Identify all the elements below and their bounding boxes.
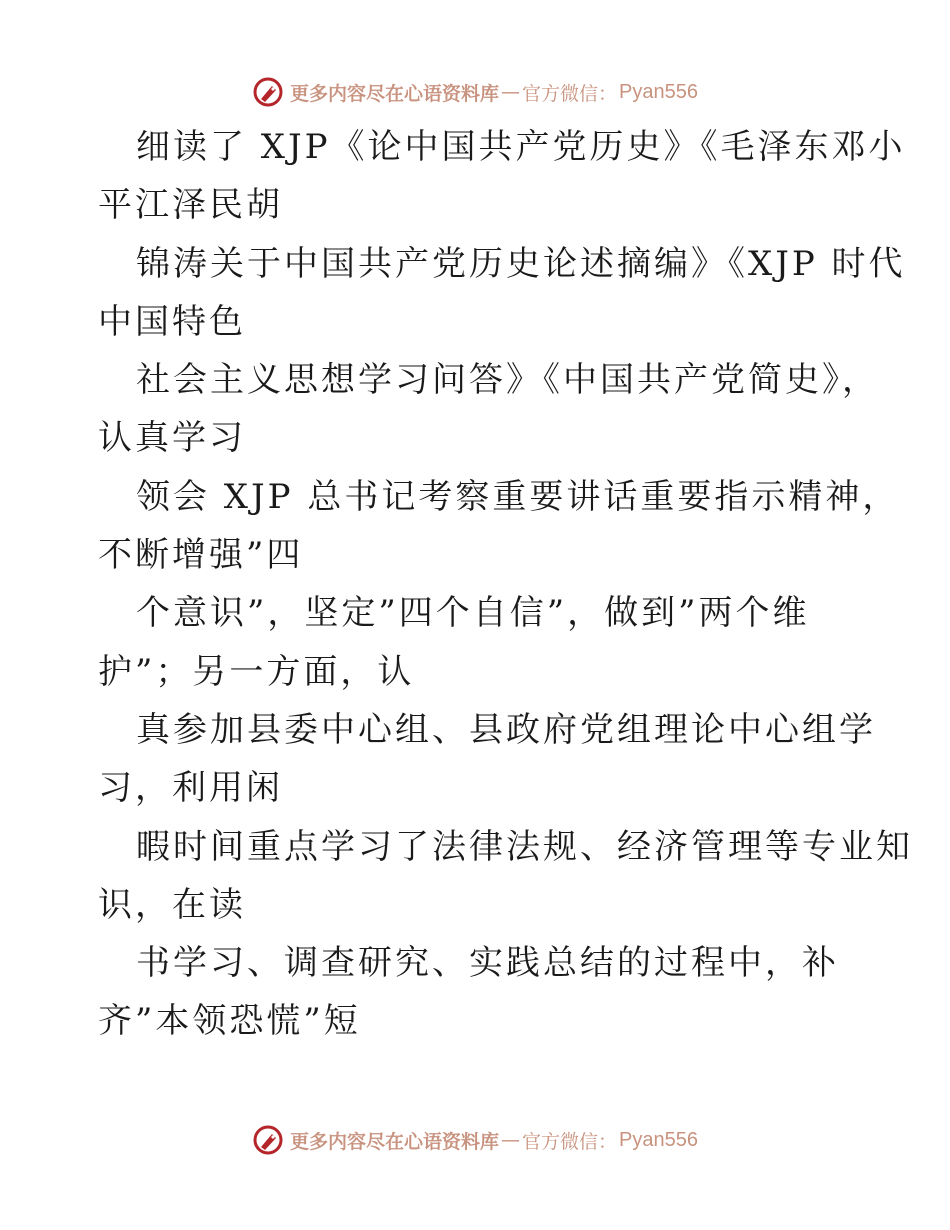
text-line: 锦涛关于中国共产党历史论述摘编》《XJP 时代 xyxy=(136,243,906,284)
text-line: 社会主义思想学习问答》《中国共产党简史》， xyxy=(136,360,879,401)
watermark-wechat-id: Pyan556 xyxy=(619,80,698,103)
text-line: 平江泽民胡 xyxy=(98,185,283,226)
header-watermark xyxy=(0,72,950,112)
watermark-site-text: 更多内容尽在心语资料库 xyxy=(290,82,500,105)
text-line: 认真学习 xyxy=(98,418,246,459)
watermark-dash: — xyxy=(501,1129,521,1151)
text-line: 细读了 XJP《论中国共产党历史》《毛泽东邓小 xyxy=(136,127,906,167)
watermark-wechat-label: 官方微信： xyxy=(522,82,618,105)
text-line: 习，利用闲 xyxy=(98,768,283,809)
text-line: 真参加县委中心组、县政府党组理论中心组学 xyxy=(136,709,876,750)
text-line: 领会 XJP 总书记考察重要讲话重要指示精神， xyxy=(136,476,900,517)
text-line: 不断增强”四 xyxy=(98,535,304,576)
text-line: 书学习、调查研究、实践总结的过程中，补 xyxy=(136,943,839,984)
text-line: 暇时间重点学习了法律法规、经济管理等专业知 xyxy=(136,826,913,867)
text-line: 个意识”，坚定”四个自信”，做到”两个维 xyxy=(136,593,810,634)
text-line: 齐”本领恐慌”短 xyxy=(98,1001,361,1042)
document-body xyxy=(98,118,913,1051)
watermark-wechat-id: Pyan556 xyxy=(619,1128,698,1151)
text-line: 护”；另一方面，认 xyxy=(98,651,415,692)
watermark-dash: — xyxy=(501,81,521,103)
footer-watermark xyxy=(0,1120,950,1160)
watermark-wechat-label: 官方微信： xyxy=(522,1130,618,1153)
text-line: 识，在读 xyxy=(98,884,246,925)
pen-nib-logo-icon xyxy=(252,1124,284,1156)
watermark-site-text: 更多内容尽在心语资料库 xyxy=(290,1130,500,1153)
text-line: 中国特色 xyxy=(98,301,246,342)
pen-nib-logo-icon xyxy=(252,76,284,108)
